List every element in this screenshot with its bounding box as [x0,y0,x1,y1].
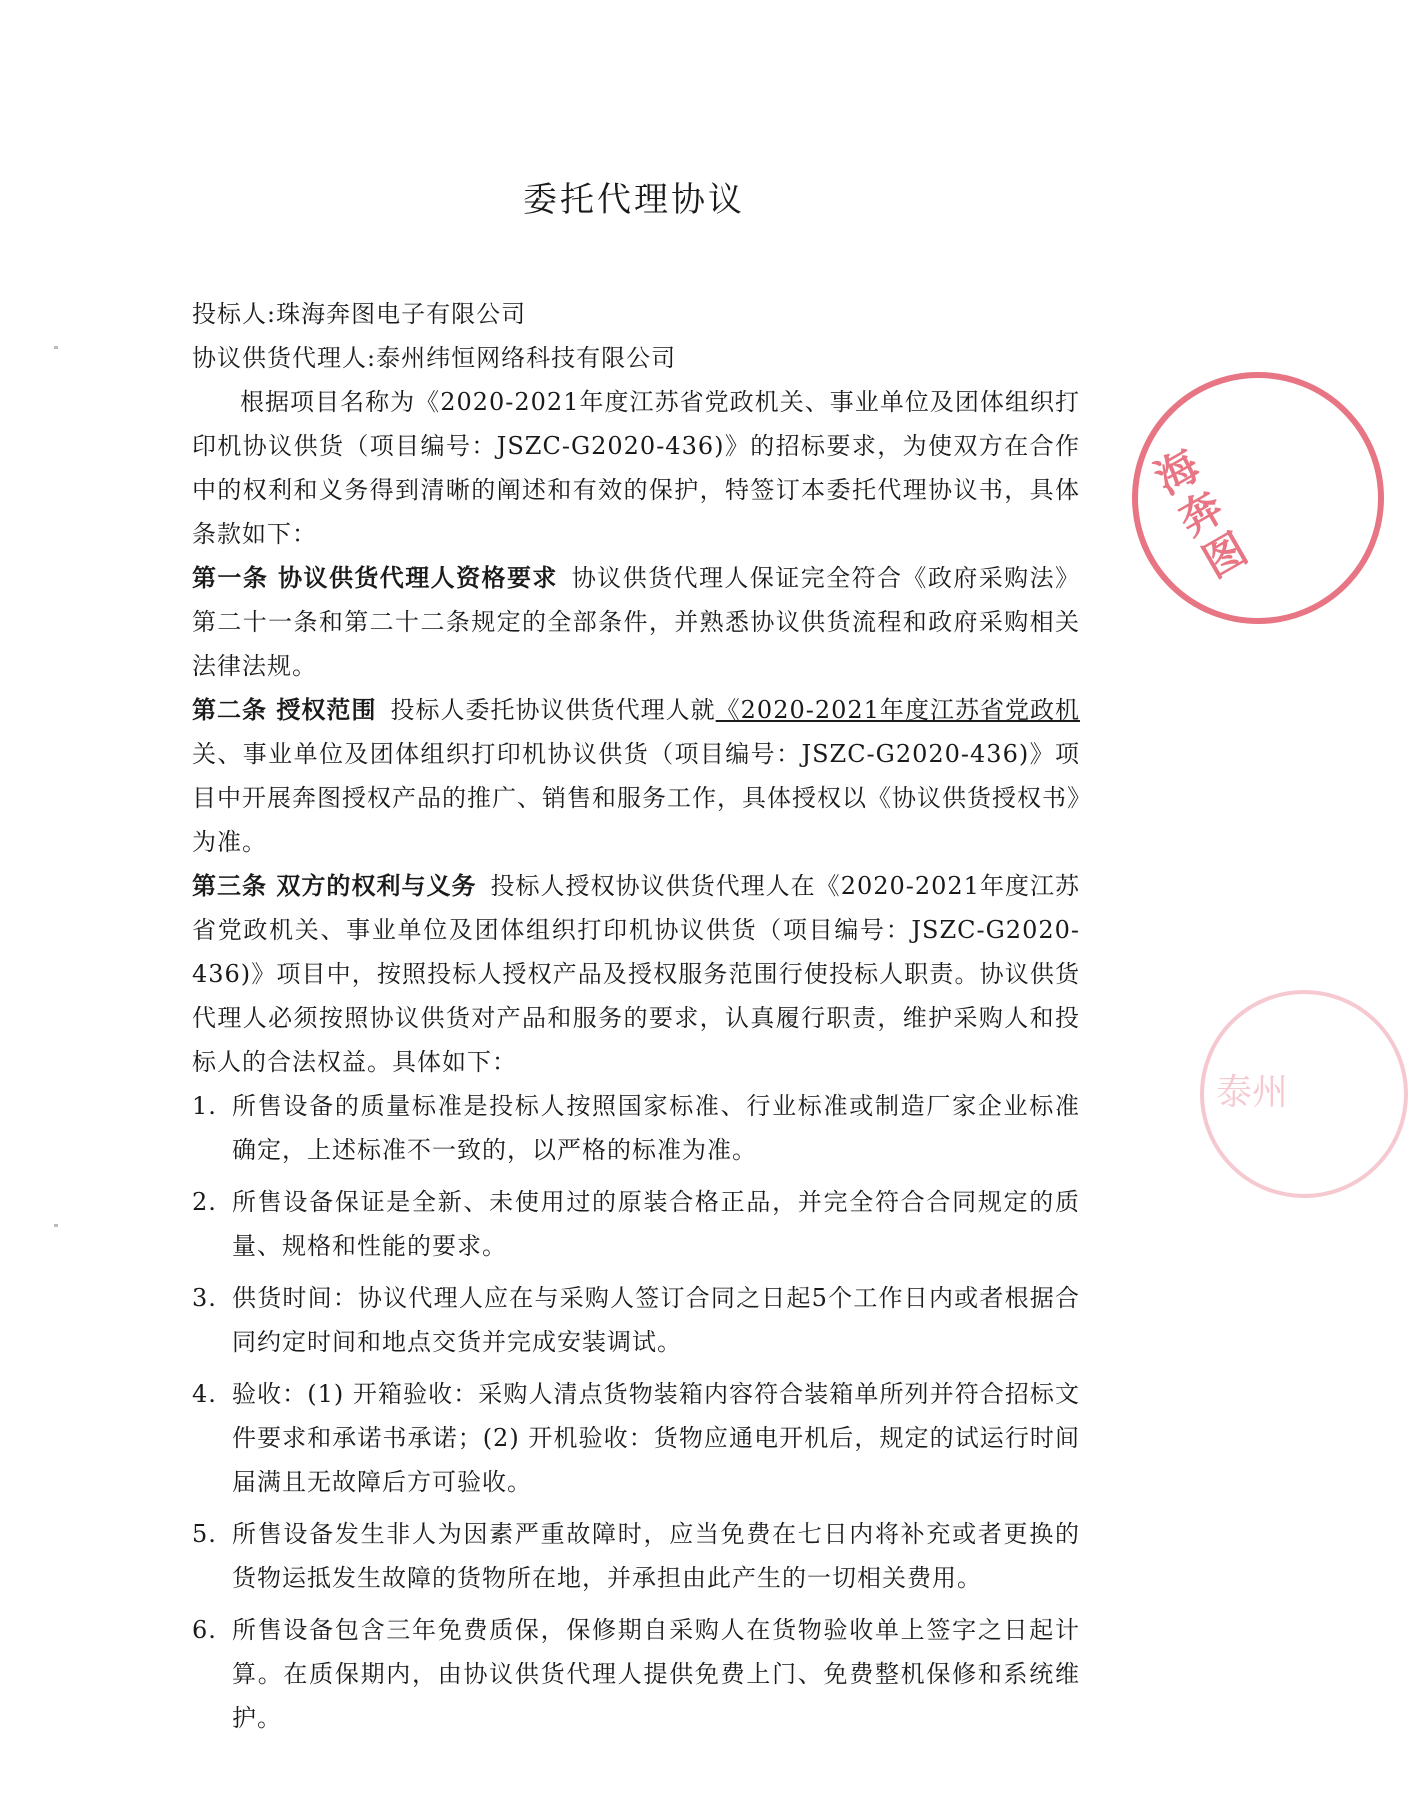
list-item-text: 所售设备的质量标准是投标人按照国家标准、行业标准或制造厂家企业标准确定，上述标准不一致的，以严格的标准为准。 [232,1092,1080,1164]
list-item-number: 6. [192,1616,217,1644]
company-seal-stamp [1132,372,1384,624]
article-3-heading: 第三条 双方的权利与义务 [192,871,477,900]
list-item-number: 5. [192,1520,217,1548]
bidder-line: 投标人:珠海奔图电子有限公司 [192,300,527,328]
list-item-text: 供货时间：协议代理人应在与采购人签订合同之日起5个工作日内或者根据合同约定时间和地点交货并完成安装调试。 [232,1284,1080,1356]
list-item [192,1180,1080,1268]
article-2-body-pre: 投标人委托协议供货代理人就 [390,696,716,724]
list-item [192,1608,1080,1740]
list-item-number: 4. [192,1380,217,1408]
agent-seal-text: 泰州 [1216,1072,1289,1113]
company-seal-text: 海奔图 [1146,440,1256,588]
list-item [192,1084,1080,1172]
list-item-text: 验收：(1) 开箱验收：采购人清点货物装箱内容符合装箱单所列并符合招标文件要求和承诺书承诺；(2) 开机验收：货物应通电开机后，规定的试运行时间届满且无故障后方可验收。 [232,1380,1080,1496]
article-2-body-underlined: 《2020-2021年度江苏省党政机 [715,696,1081,724]
article-1-heading: 第一条 协议供货代理人资格要求 [192,563,558,592]
scan-speck [54,1224,58,1227]
scan-speck [54,346,58,349]
list-item [192,1276,1080,1364]
obligations-list [192,1084,1080,1740]
article-1 [192,556,1080,688]
list-item-text: 所售设备保证是全新、未使用过的原装合格正品，并完全符合合同规定的质量、规格和性能的要求。 [232,1188,1080,1260]
list-item-text: 所售设备发生非人为因素严重故障时，应当免费在七日内将补充或者更换的货物运抵发生故障的货物所在地，并承担由此产生的一切相关费用。 [232,1520,1080,1592]
list-item-text: 所售设备包含三年免费质保，保修期自采购人在货物验收单上签字之日起计算。在质保期内，由协议供货代理人提供免费上门、免费整机保修和系统维护。 [232,1616,1080,1732]
article-1-body: 协议供货代理人保证完全符合《政府采购法》第二十一条和第二十二条规定的全部条件，并熟悉协议供货流程和政府采购相关法律法规。 [192,564,1081,680]
list-item-number: 2. [192,1188,217,1216]
agent-line: 协议供货代理人:泰州纬恒网络科技有限公司 [192,344,677,372]
agent-seal-stamp [1200,990,1408,1198]
article-2-body: 关、事业单位及团体组织打印机协议供货（项目编号：JSZC-G2020-436)》项目中开展奔图授权产品的推广、销售和服务工作，具体授权以《协议供货授权书》为准。 [192,740,1080,856]
article-3-body: 投标人授权协议供货代理人在《2020-2021年度江苏省党政机关、事业单位及团体组织打印机协议供货（项目编号：JSZC-G2020-436)》项目中，按照投标人授权产品及授权服务范围行使投标人职责。协议供货代理人必须按照协议供货对产品和服务的要求，认真履行职责，维护采购人和投标人的合法权益。具体如下： [192,872,1081,1076]
article-3 [192,864,1080,1084]
list-item-number: 1. [192,1092,217,1120]
list-item-number: 3. [192,1284,217,1312]
document-body [192,292,1080,1748]
article-2-heading: 第二条 授权范围 [192,695,377,724]
intro-paragraph: 根据项目名称为《2020-2021年度江苏省党政机关、事业单位及团体组织打印机协议供货（项目编号：JSZC-G2020-436)》的招标要求，为使双方在合作中的权利和义务得到清晰的阐述和有效的保护，特签订本委托代理协议书，具体条款如下： [192,388,1080,548]
article-2 [192,688,1080,864]
list-item [192,1512,1080,1600]
document-title: 委托代理协议 [523,180,745,220]
list-item [192,1372,1080,1504]
